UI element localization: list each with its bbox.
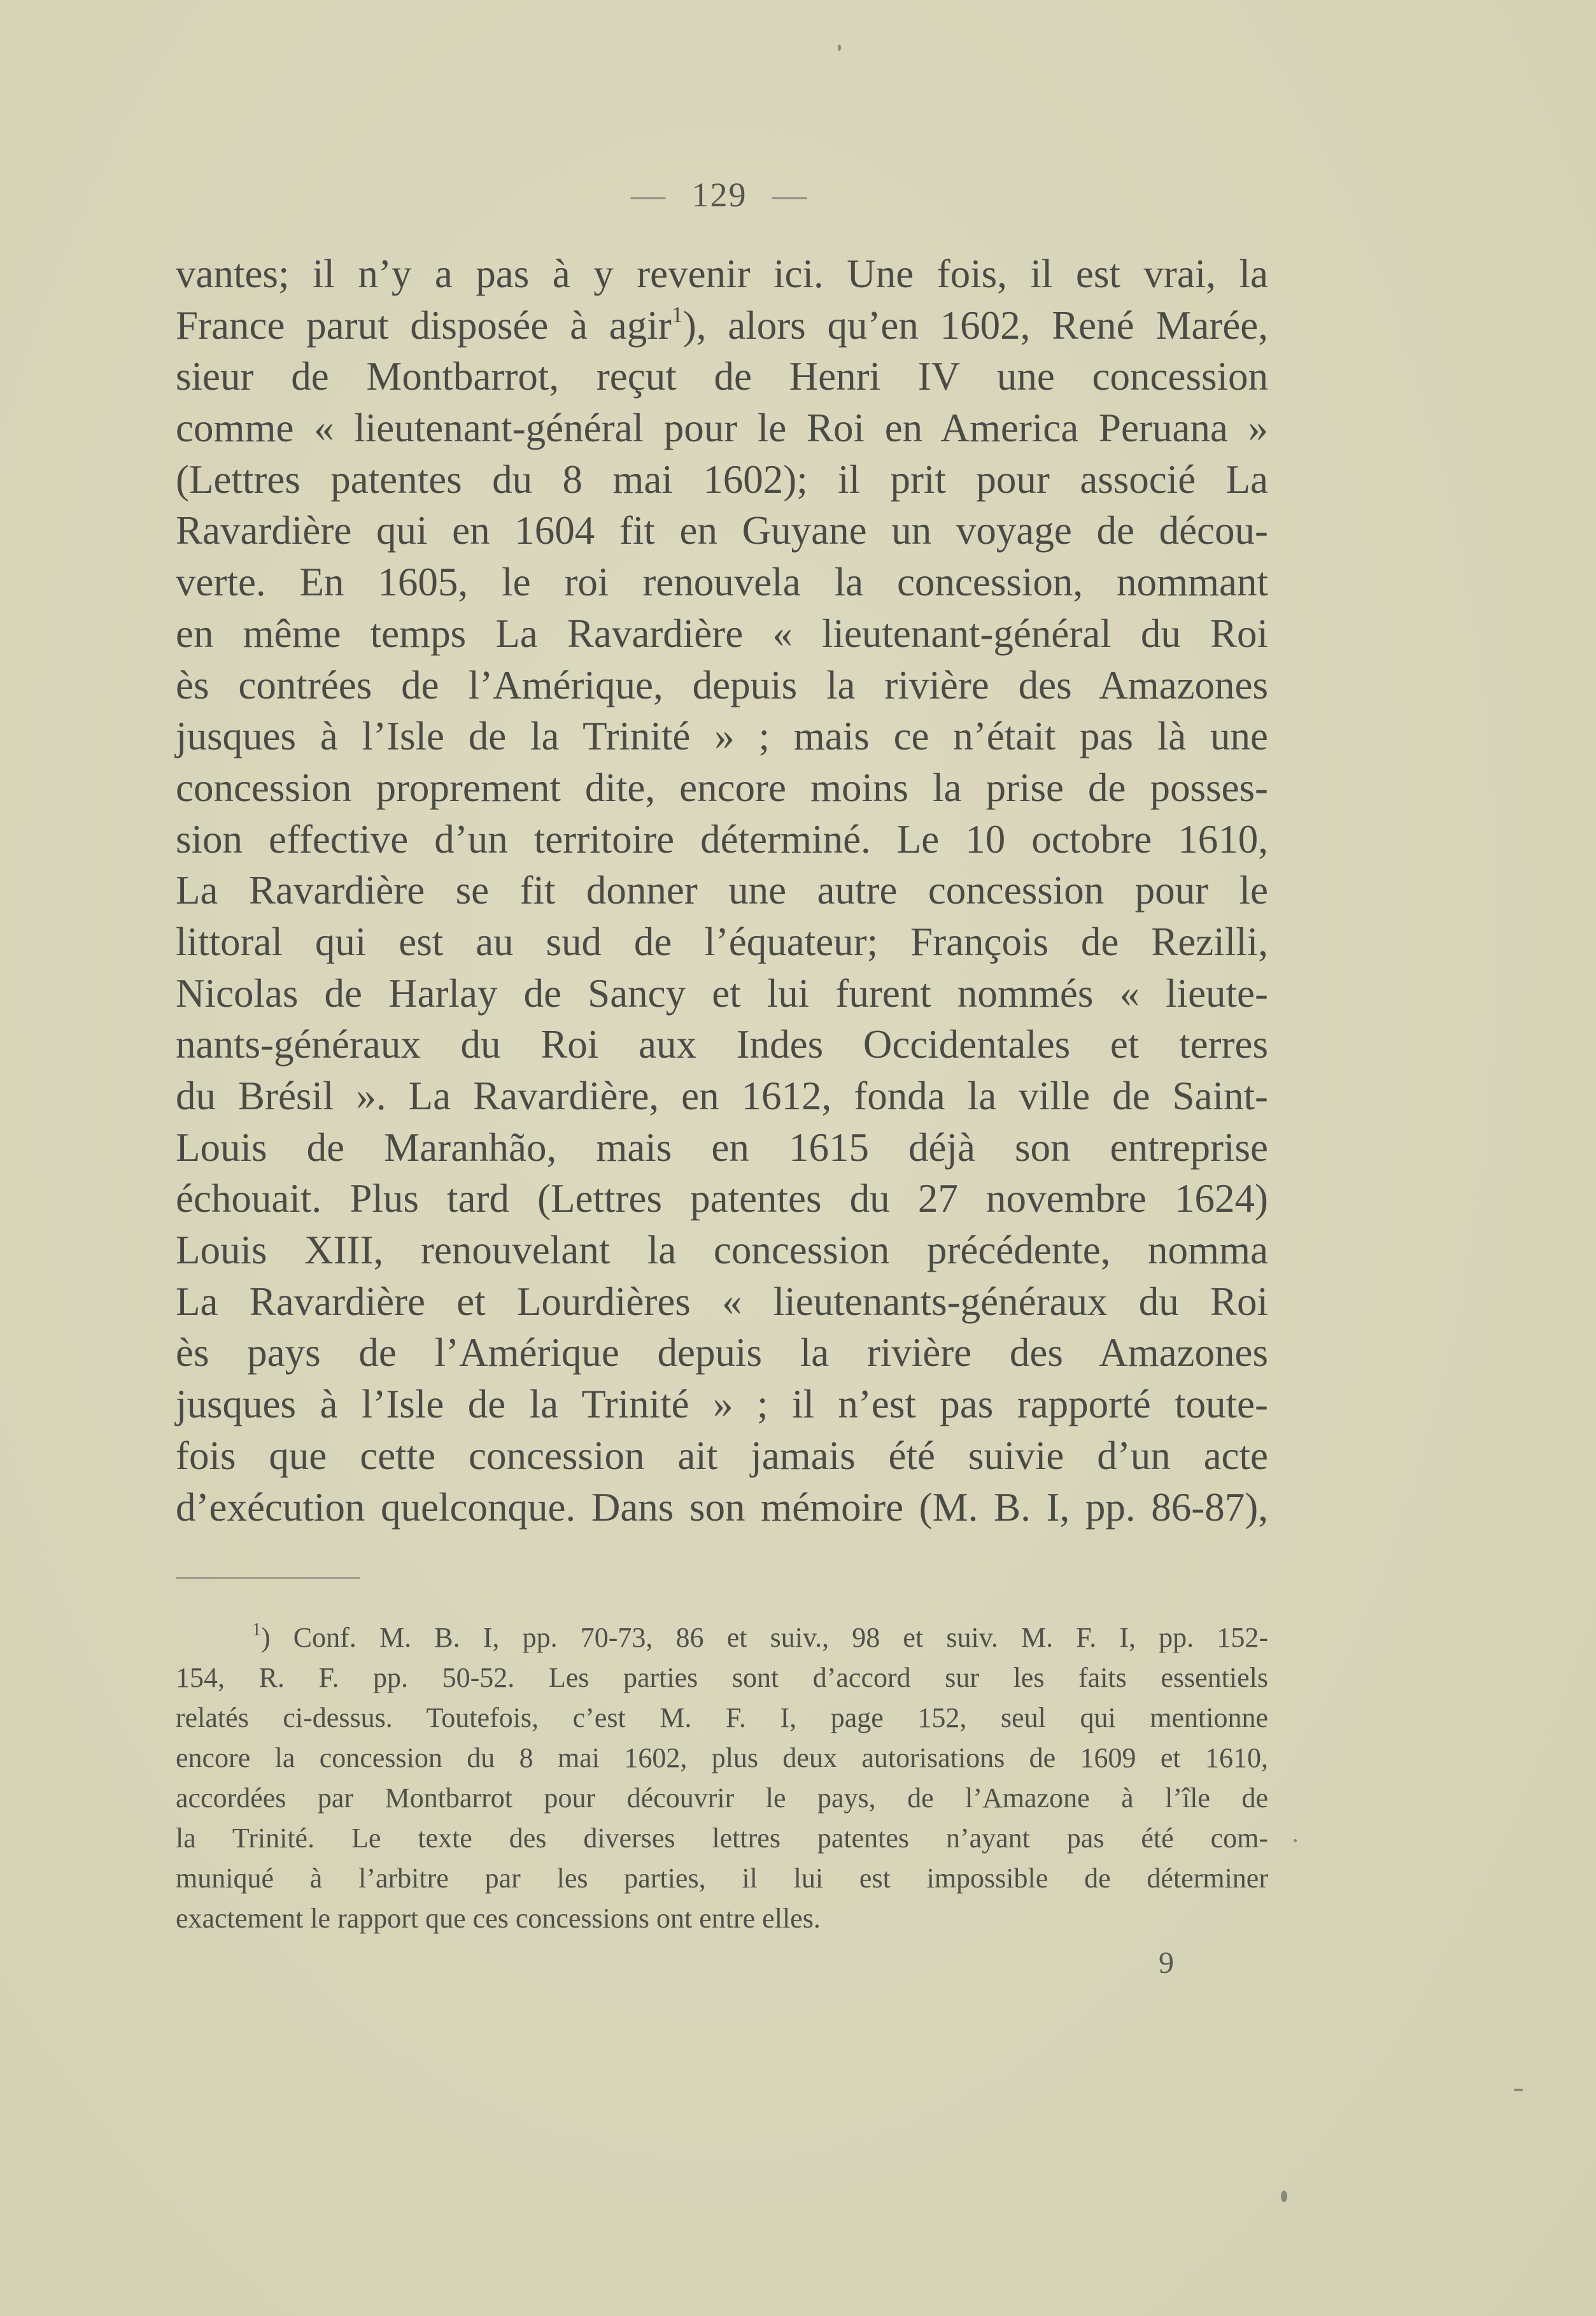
footnote-marker: 1: [252, 1620, 261, 1640]
paper-speck: [1281, 2191, 1287, 2202]
text-line: vantes; il n’y a pas à y revenir ici. Une fois, il est vrai, la: [176, 252, 1268, 296]
footnote-line: muniqué à l’arbitre par les parties, il lui est impossible de déterminer: [176, 1863, 1268, 1894]
text-line: La Ravardière et Lourdières « lieutenants-généraux du Roi: [176, 1279, 1268, 1324]
footnote: [176, 1617, 1268, 1938]
text-segment: ), alors qu’en 1602, René Marée,: [682, 302, 1268, 348]
text-line: d’exécution quelconque. Dans son mémoire (M. B. I, pp. 86-87),: [176, 1484, 1268, 1530]
header-dash-left: —: [631, 176, 667, 214]
paper-speck: [1514, 2089, 1523, 2091]
footnote-line: encore la concession du 8 mai 1602, plus deux autorisations de 1609 et 1610,: [176, 1742, 1268, 1773]
running-head: [0, 175, 1439, 215]
text-line: du Brésil ». La Ravardière, en 1612, fonda la ville de Saint-: [176, 1074, 1268, 1118]
text-line: comme « lieutenant-général pour le Roi en America Peruana »: [176, 406, 1268, 451]
paper-speck: [1294, 1839, 1297, 1842]
text-line: Ravardière qui en 1604 fit en Guyane un voyage de décou-: [176, 508, 1268, 553]
page-number: 129: [691, 176, 747, 214]
signature-mark: 9: [1159, 1946, 1174, 1980]
text-line-with-footnote-ref: [176, 300, 1268, 352]
text-line: verte. En 1605, le roi renouvela la concession, nommant: [176, 560, 1268, 605]
text-line: en même temps La Ravardière « lieutenant-général du Roi: [176, 611, 1268, 656]
text-line: concession proprement dite, encore moins la prise de posses-: [176, 765, 1268, 810]
text-line: jusques à l’Isle de la Trinité » ; il n’est pas rapporté toute-: [176, 1382, 1268, 1427]
text-line: nants-généraux du Roi aux Indes Occidentales et terres: [176, 1022, 1268, 1067]
text-line: littoral qui est au sud de l’équateur; François de Rezilli,: [176, 919, 1268, 964]
text-line: ès contrées de l’Amérique, depuis la rivière des Amazones: [176, 662, 1268, 707]
footnote-line: exactement le rapport que ces concessions ont entre elles.: [176, 1903, 821, 1934]
text-line: échouait. Plus tard (Lettres patentes du 27 novembre 1624): [176, 1176, 1268, 1221]
main-paragraph: [176, 248, 1268, 1533]
footnote-line: accordées par Montbarrot pour découvrir le pays, de l’Amazone à l’île de: [176, 1782, 1268, 1814]
text-line: Louis de Maranhão, mais en 1615 déjà son entreprise: [176, 1125, 1268, 1170]
text-line: ès pays de l’Amérique depuis la rivière des Amazones: [176, 1330, 1268, 1375]
footnote-reference[interactable]: 1: [671, 301, 683, 327]
text-segment: France parut disposée à agir: [176, 302, 672, 348]
footnote-line: la Trinité. Le texte des diverses lettres patentes n’ayant pas été com-: [176, 1822, 1268, 1854]
text-line: La Ravardière se fit donner une autre concession pour le: [176, 868, 1268, 913]
text-line: (Lettres patentes du 8 mai 1602); il prit pour associé La: [176, 457, 1268, 502]
text-line: jusques à l’Isle de la Trinité » ; mais ce n’était pas là une: [176, 714, 1268, 759]
text-line: sion effective d’un territoire déterminé. Le 10 octobre 1610,: [176, 816, 1268, 862]
footnote-line: [176, 1617, 1268, 1658]
footnote-line: relatés ci-dessus. Toutefois, c’est M. F. I, page 152, seul qui mentionne: [176, 1702, 1268, 1733]
footnote-separator: [176, 1577, 360, 1579]
paper-speck: [838, 45, 841, 51]
text-line: fois que cette concession ait jamais été suivie d’un acte: [176, 1433, 1268, 1478]
footnote-text: ) Conf. M. B. I, pp. 70-73, 86 et suiv., 98 et suiv. M. F. I, pp. 152-: [261, 1622, 1268, 1653]
footnote-line: 154, R. F. pp. 50-52. Les parties sont d’accord sur les faits essentiels: [176, 1662, 1268, 1693]
header-dash-right: —: [772, 176, 808, 214]
text-line: sieur de Montbarrot, reçut de Henri IV une concession: [176, 354, 1268, 399]
text-line: Nicolas de Harlay de Sancy et lui furent nommés « lieute-: [176, 970, 1268, 1016]
text-line: Louis XIII, renouvelant la concession précédente, nomma: [176, 1228, 1268, 1273]
